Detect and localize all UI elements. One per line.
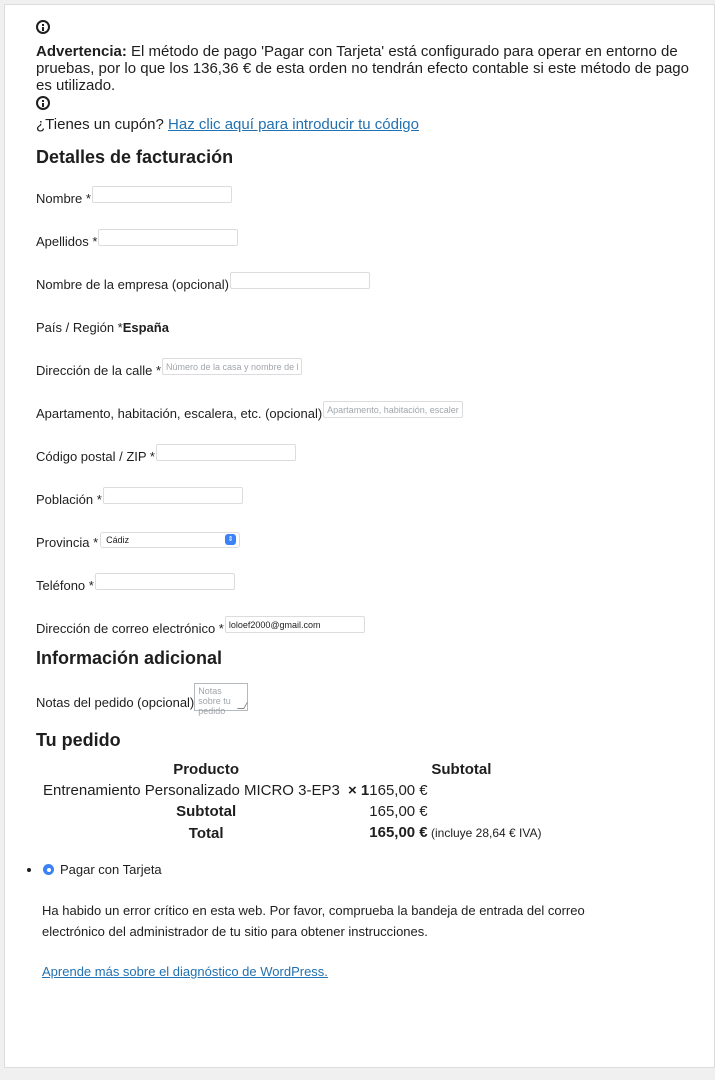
empresa-label: Nombre de la empresa (opcional) (36, 277, 229, 292)
info-icon (36, 96, 50, 110)
order-header-row (5, 759, 542, 780)
total-value: 165,00 € (369, 824, 428, 841)
product-price: 165,00 € (369, 782, 428, 799)
product-qty: × 1 (347, 782, 370, 799)
payment-method-label[interactable]: Pagar con Tarjeta (60, 862, 162, 877)
coupon-notice (36, 116, 714, 133)
poblacion-row (36, 491, 714, 534)
billing-title: Detalles de facturación (36, 147, 234, 167)
empresa-row (36, 276, 714, 319)
info-icon (36, 20, 50, 34)
additional-title: Información adicional (36, 648, 223, 668)
list-bullet (27, 868, 31, 872)
provincia-value: Cádiz (106, 534, 130, 545)
wordpress-help-link[interactable]: Aprende más sobre el diagnóstico de WordPress. (42, 964, 328, 979)
poblacion-label: Población * (36, 492, 102, 507)
payment-radio[interactable] (43, 864, 54, 875)
apartamento-label: Apartamento, habitación, escalera, etc. (opcional) (36, 406, 323, 421)
order-title: Tu pedido (36, 730, 121, 750)
cp-row (36, 448, 714, 491)
nombre-input[interactable] (92, 186, 232, 203)
calle-row (36, 362, 714, 405)
email-input[interactable] (225, 616, 365, 633)
coupon-question: ¿Tienes un cupón? (36, 116, 169, 133)
notice-text: El método de pago 'Pagar con Tarjeta' está configurado para operar en entorno de pruebas, por lo que los 136,36 € de esta orden no tendrán efecto contable si este método de pago es utilizado. (36, 43, 689, 94)
chevron-updown-icon: ⇕ (225, 534, 236, 545)
cp-label: Código postal / ZIP * (36, 449, 155, 464)
notes-textarea[interactable] (194, 683, 248, 716)
subtotal-value: 165,00 € (369, 803, 428, 820)
total-label: Total (188, 824, 224, 842)
payment-methods (5, 861, 714, 878)
calle-input[interactable] (162, 358, 302, 375)
calle-label: Dirección de la calle * (36, 363, 162, 378)
telefono-input[interactable] (95, 573, 235, 590)
nombre-row (36, 190, 714, 233)
subtotal-row (5, 801, 542, 822)
apellidos-label: Apellidos * (36, 234, 98, 249)
total-tax: (incluye 28,64 € IVA) (427, 826, 542, 840)
payment-warning-notice (36, 43, 698, 94)
telefono-label: Teléfono * (36, 578, 94, 593)
coupon-link[interactable]: Haz clic aquí para introducir tu código (168, 116, 419, 133)
apellidos-input[interactable] (98, 229, 238, 246)
pais-label: País / Región * (36, 320, 123, 335)
cp-input[interactable] (156, 444, 296, 461)
apartamento-input[interactable] (323, 401, 463, 418)
order-table (5, 759, 542, 844)
product-name: Entrenamiento Personalizado MICRO 3-EP3 (43, 782, 340, 799)
pais-value: España (122, 320, 169, 335)
notes-label: Notas del pedido (opcional) (36, 695, 195, 710)
apartamento-row (36, 405, 714, 448)
poblacion-input[interactable] (103, 487, 243, 504)
col-subtotal: Subtotal (431, 761, 492, 778)
provincia-label: Provincia * (36, 535, 99, 550)
telefono-row (36, 577, 714, 620)
col-product: Producto (173, 761, 240, 778)
email-label: Dirección de correo electrónico * (36, 621, 224, 636)
provincia-row (36, 534, 714, 577)
pais-row (36, 319, 714, 362)
notes-row (36, 683, 714, 716)
checkout-page (4, 4, 715, 1068)
apellidos-row (36, 233, 714, 276)
provincia-select[interactable] (100, 532, 240, 548)
notice-bold: Advertencia: (36, 43, 127, 60)
critical-error-message: Ha habido un error crítico en esta web. Por favor, comprueba la bandeja de entrada del correo electrónico del administrador de tu sitio para obtener instrucciones. (42, 903, 585, 939)
nombre-label: Nombre * (36, 191, 91, 206)
empresa-input[interactable] (230, 272, 370, 289)
subtotal-label: Subtotal (176, 803, 237, 820)
table-row (5, 780, 542, 801)
total-row (5, 822, 542, 844)
notes-placeholder: Notas sobre tu pedido (198, 686, 231, 716)
email-row (36, 620, 714, 650)
resize-grip-icon[interactable] (237, 702, 248, 709)
